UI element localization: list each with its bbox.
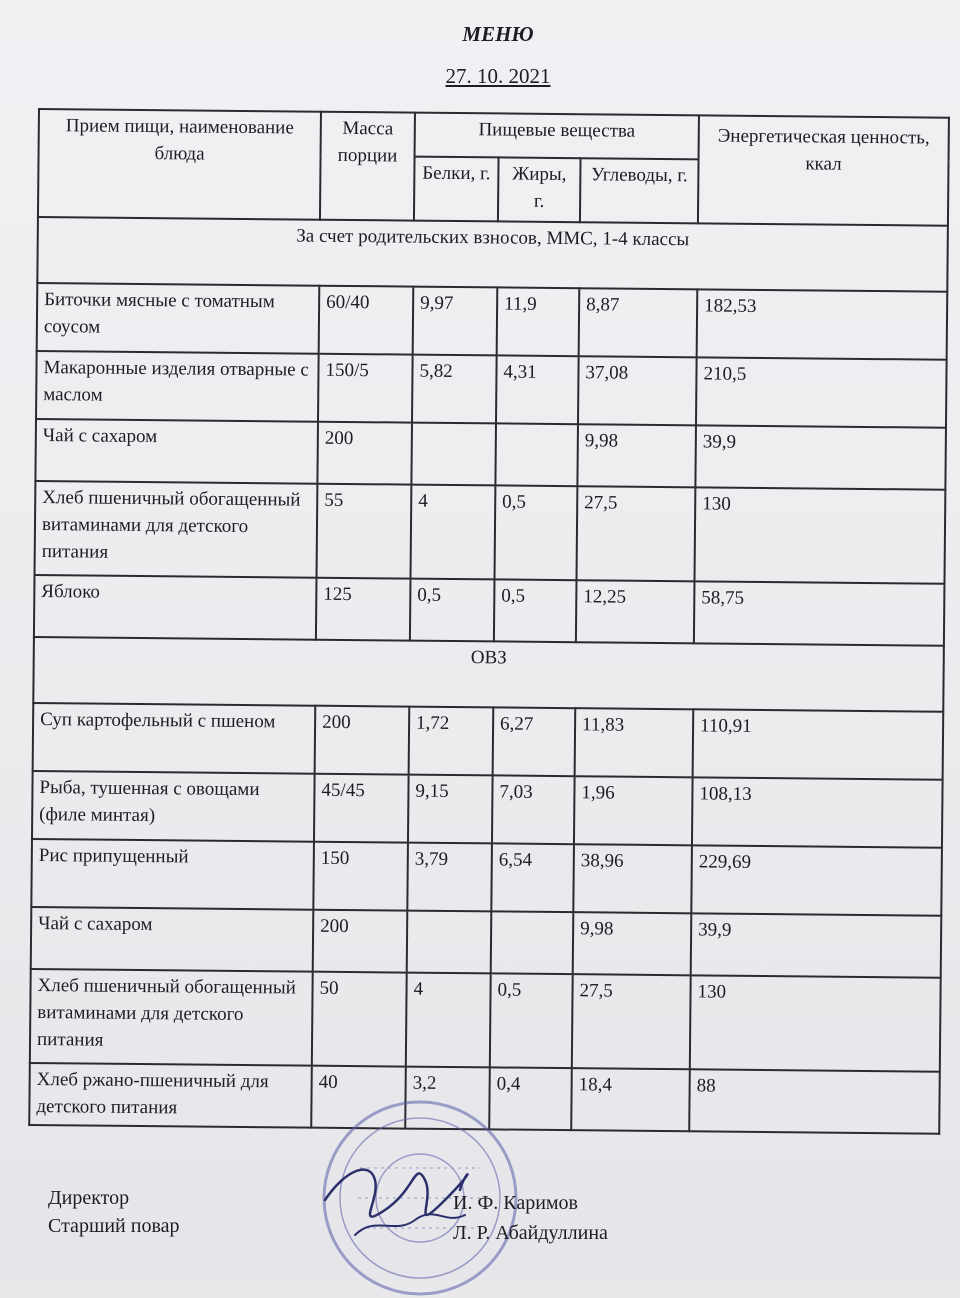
table-row <box>34 575 945 646</box>
table-header-row <box>39 109 949 162</box>
cell-name: Чай с сахаром <box>31 907 314 972</box>
cell-name: Суп картофельный с пшеном <box>33 703 316 774</box>
handwritten-signature <box>315 1140 475 1250</box>
header-dish: Прием пищи, наименование блюда <box>38 109 321 220</box>
cell-carbs: 1,96 <box>574 776 693 845</box>
cell-fat: 6,27 <box>493 707 576 776</box>
cell-fat: 0,5 <box>494 579 577 642</box>
table-row <box>31 907 942 978</box>
cell-protein: 1,72 <box>409 707 494 776</box>
table-row <box>30 969 941 1072</box>
cell-mass: 200 <box>315 706 410 775</box>
cell-mass: 150/5 <box>318 354 413 423</box>
cell-name: Макаронные изделия отварные с маслом <box>36 351 319 422</box>
table-row <box>33 703 944 780</box>
menu-table <box>28 108 950 1135</box>
cell-name: Хлеб ржано-пшеничный для детского питания <box>29 1063 312 1128</box>
cell-fat: 11,9 <box>497 287 580 356</box>
cell-name: Хлеб пшеничный обогащенный витаминами для детского питания <box>35 481 318 578</box>
cell-carbs: 9,98 <box>573 912 692 975</box>
cook-name: Л. Р. Абайдуллина <box>453 1222 608 1244</box>
cell-carbs: 37,08 <box>578 356 697 425</box>
cell-fat <box>495 423 578 486</box>
cell-fat: 0,5 <box>490 973 573 1068</box>
cell-protein: 5,82 <box>412 355 497 424</box>
header-energy: Энергетическая ценность, ккал <box>698 115 949 225</box>
cell-energy: 88 <box>689 1069 940 1133</box>
cell-fat <box>491 911 574 974</box>
header-nutrients: Пищевые вещества <box>415 113 699 160</box>
cell-name: Яблоко <box>34 575 317 640</box>
cell-energy: 210,5 <box>696 357 947 427</box>
cell-mass: 125 <box>316 578 411 641</box>
cell-carbs: 8,87 <box>579 288 698 357</box>
signature-labels <box>48 1184 180 1240</box>
cell-name: Биточки мясные с томатным соусом <box>37 283 320 354</box>
cell-energy: 58,75 <box>694 581 945 645</box>
cell-name: Рис припущенный <box>31 839 314 910</box>
cell-energy: 130 <box>695 487 946 583</box>
cell-mass: 45/45 <box>314 774 409 843</box>
section-title: ОВЗ <box>33 637 944 712</box>
cell-fat: 4,31 <box>496 355 579 424</box>
cell-carbs: 38,96 <box>573 844 692 913</box>
cell-carbs: 27,5 <box>572 974 691 1069</box>
cell-mass: 200 <box>317 422 412 485</box>
cell-fat: 0,4 <box>489 1067 572 1130</box>
cell-energy: 229,69 <box>691 845 942 915</box>
cell-mass: 200 <box>313 910 408 973</box>
cook-label: Старший повар <box>48 1215 180 1237</box>
cell-carbs: 9,98 <box>577 424 696 487</box>
signature-names <box>453 1188 608 1248</box>
cell-energy: 110,91 <box>693 709 944 779</box>
cell-protein: 3,2 <box>405 1067 490 1130</box>
cell-protein <box>407 911 492 974</box>
cell-fat: 7,03 <box>492 775 575 844</box>
menu-date: 27. 10. 2021 <box>445 64 551 88</box>
menu-table-wrapper <box>28 108 948 1135</box>
cell-carbs: 11,83 <box>575 708 694 777</box>
cell-energy: 39,9 <box>691 913 942 977</box>
cell-mass: 60/40 <box>319 286 414 355</box>
cell-mass: 55 <box>317 484 412 579</box>
table-row <box>35 419 946 490</box>
section-header-row <box>37 217 948 292</box>
table-row <box>36 351 947 428</box>
cell-fat: 0,5 <box>494 485 577 580</box>
header-mass: Масса порции <box>320 112 415 221</box>
table-row <box>31 839 942 916</box>
table-row <box>37 283 948 360</box>
cell-carbs: 27,5 <box>576 486 695 581</box>
document-title: МЕНЮ <box>462 22 534 46</box>
cell-fat: 6,54 <box>491 843 574 912</box>
cell-carbs: 18,4 <box>571 1068 690 1131</box>
section-body <box>34 217 948 646</box>
cell-protein: 9,97 <box>413 287 498 356</box>
cell-name: Чай с сахаром <box>35 419 318 484</box>
cell-name: Хлеб пшеничный обогащенный витаминами для детского питания <box>30 969 313 1066</box>
section-title: За счет родительских взносов, ММС, 1-4 классы <box>37 217 948 292</box>
header-carbs: Углеводы, г. <box>580 158 699 223</box>
cell-energy: 39,9 <box>695 425 946 489</box>
cell-carbs: 12,25 <box>576 580 695 643</box>
section-header-row <box>33 637 944 712</box>
cell-protein: 3,79 <box>407 843 492 912</box>
cell-energy: 108,13 <box>692 777 943 847</box>
header-fat: Жиры, г. <box>498 157 581 222</box>
cell-mass: 40 <box>311 1066 406 1129</box>
table-row <box>32 771 943 848</box>
director-name: И. Ф. Каримов <box>453 1192 578 1214</box>
table-row <box>35 481 946 584</box>
cell-protein: 9,15 <box>408 775 493 844</box>
cell-energy: 182,53 <box>697 289 948 359</box>
director-label: Директор <box>48 1187 130 1209</box>
cell-mass: 150 <box>313 842 408 911</box>
cell-mass: 50 <box>312 972 407 1067</box>
header-protein: Белки, г. <box>414 157 499 222</box>
section-body <box>29 637 944 1134</box>
cell-energy: 130 <box>690 975 941 1071</box>
cell-name: Рыба, тушенная с овощами (филе минтая) <box>32 771 315 842</box>
cell-protein <box>411 423 496 486</box>
cell-protein: 0,5 <box>410 579 495 642</box>
cell-protein: 4 <box>410 485 495 580</box>
cell-protein: 4 <box>406 973 491 1068</box>
